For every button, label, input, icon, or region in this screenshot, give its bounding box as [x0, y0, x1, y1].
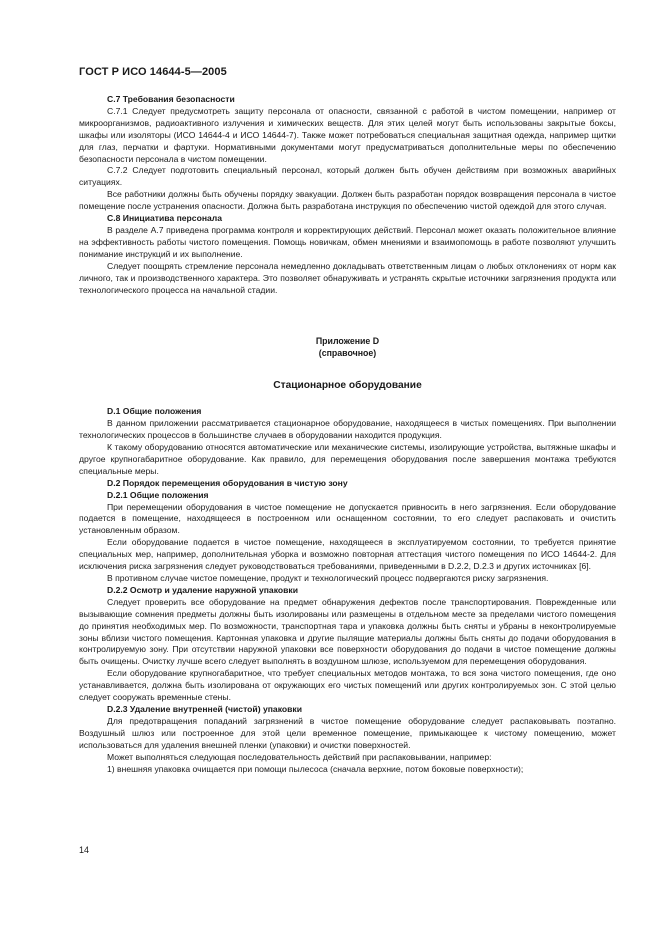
- section-heading-c8: С.8 Инициатива персонала: [107, 213, 223, 224]
- paragraph: В данном приложении рассматривается стационарное оборудование, находящееся в чистых помещениях. При выполнении технологических процессов в большинстве случаев в оборудовании находится продукция.: [79, 418, 616, 441]
- paragraph: В разделе А.7 приведена программа контроля и корректирующих действий. Персонал может оказать положительное влияние на эффективность работы чистого помещения. Помощь новичкам, обмен мнениями и взаимопомощь в работе позволяют улучшить понимание инструкций и их выполнение.: [79, 224, 616, 259]
- paragraph: При перемещении оборудования в чистое помещение не допускается привносить в него загрязнения. Если оборудование подается в помещение, находящееся в построенном или оснащенном состоянии, то его следует распаковать и очистить установленным образом.: [79, 501, 616, 536]
- paragraph: К такому оборудованию относятся автоматические или механические системы, изолирующие устройства, вытяжные шкафы и другое крупногабаритное оборудование. Как правило, для перемещения оборудования после завершения монтажа требуются специальные меры.: [79, 442, 616, 476]
- document-body: [79, 94, 616, 775]
- subsection-heading-d22: D.2.2 Осмотр и удаление наружной упаковки: [107, 584, 299, 595]
- paragraph: С.7.2 Следует подготовить специальный персонал, который должен быть обучен действиям при возможных аварийных ситуациях.: [79, 165, 616, 188]
- paragraph: С.7.1 Следует предусмотреть защиту персонала от опасности, связанной с работой в чистом помещении, например от микроорганизмов, радиоактивного излучения и химических веществ. Для этих целей могут быть использованы закрытые боксы, шкафы или изоляторы (ИСО 14644-4 и ИСО 14644-7). Также может потребоваться специальная защитная одежда, например щитки для глаз, перчатки и фартуки. Нормативными документами могут предусматриваться дополнительные меры по обеспечению безопасности персонала в чистом помещении.: [79, 105, 616, 164]
- paragraph: Если оборудование крупногабаритное, что требует специальных методов монтажа, то вся зона чистого помещения, где оно устанавливается, должна быть изолирована от окружающих его чистых помещений или других контролируемых зон. С этой целью следует сооружать временные стены.: [79, 668, 616, 703]
- section-heading-d2: D.2 Порядок перемещения оборудования в чистую зону: [107, 477, 348, 488]
- document-header: ГОСТ Р ИСО 14644-5—2005: [79, 66, 227, 78]
- paragraph: Если оборудование подается в чистое помещение, находящееся в эксплуатируемом состоянии, то требуется принятие специальных мер, например, дополнительная уборка и возможно повторная аттестация чистого помещения по ИСО 14644-2. Для исключения риска загрязнения следует руководствоваться требованиями, приведенными в D.2.2, D.2.3 и других источниках [6].: [79, 537, 616, 572]
- appendix-label: Приложение D: [315, 336, 380, 347]
- paragraph: Следует поощрять стремление персонала немедленно докладывать ответственным лицам о любых отклонениях от норм как личного, так и производственного характера. Это позволяет обнаруживать и устранять скрытые источники загрязнения продукта или технологического процесса на начальной стадии.: [79, 260, 616, 295]
- paragraph: В противном случае чистое помещение, продукт и технологический процесс подвергаются риску загрязнения.: [107, 573, 549, 583]
- list-item: 1) внешняя упаковка очищается при помощи пылесоса (сначала верхние, потом боковые поверхности);: [107, 763, 524, 774]
- paragraph: Следует проверить все оборудование на предмет обнаружения дефектов после транспортирования. Поврежденные или вызывающие сомнения предметы должны быть изолированы или размещены в отдельном месте за пределами чистого помещения до принятия необходимых мер. По возможности, транспортная тара и упаковка должны быть сняты и убраны в неконтролируемые зоны вблизи чистого помещения. Картонная упаковка и другие пылящие материалы должны быть сняты до подачи оборудования в контролируемую зону. При отсутствии наружной упаковки все поверхности оборудования до подачи в чистое помещение должны быть очищены. Очистку лучше всего следует выполнять в воздушном шлюзе, используемом для перемещения оборудования.: [79, 596, 616, 667]
- appendix-title: Стационарное оборудование: [273, 380, 422, 392]
- appendix-type: (справочное): [318, 347, 377, 358]
- paragraph: Для предотвращения попаданий загрязнений в чистое помещение оборудование следует распаковывать поэтапно. Воздушный шлюз или построенное для этой цели временное помещение, примыкающее к чистому помещению, может использоваться для удаления внешней пленки (упаковки) и очистки поверхностей.: [79, 715, 616, 750]
- appendix-header: [79, 336, 616, 359]
- paragraph: Может выполняться следующая последовательность действий при распаковывании, например:: [107, 751, 492, 762]
- page-number: 14: [79, 845, 90, 855]
- section-heading-c7: С.7 Требования безопасности: [107, 94, 235, 104]
- subsection-heading-d21: D.2.1 Общие положения: [107, 489, 209, 500]
- section-heading-d1: D.1 Общие положения: [107, 406, 202, 417]
- paragraph: Все работники должны быть обучены порядку эвакуации. Должен быть разработан порядок возвращения персонала в чистое помещение после устранения опасности. Должна быть разработана инструкция по обеспечению чистой одеждой для этого случая.: [79, 189, 616, 212]
- subsection-heading-d23: D.2.3 Удаление внутренней (чистой) упаковки: [107, 703, 303, 714]
